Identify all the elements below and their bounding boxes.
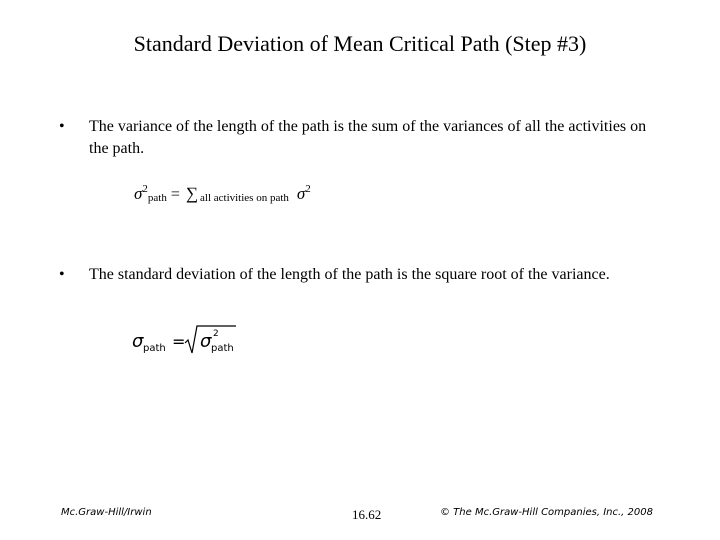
- bullet-marker: •: [59, 118, 65, 135]
- equals-sign: =: [170, 186, 180, 203]
- footer-publisher: Mc.Graw-Hill/Irwin: [61, 507, 152, 518]
- sigma-symbol: σ: [134, 184, 143, 203]
- formula-subscript: path: [147, 192, 167, 204]
- formula-power: 2: [142, 183, 148, 195]
- term-power: 2: [305, 183, 311, 195]
- sigma-term-symbol: σ: [296, 184, 306, 203]
- slide-title: Standard Deviation of Mean Critical Path (Step #3): [133, 31, 587, 56]
- summation-symbol: ∑: [185, 184, 198, 203]
- footer-copyright: © The Mc.Graw-Hill Companies, Inc., 2008: [440, 507, 653, 518]
- formula-subscript: path: [143, 343, 166, 354]
- standard-deviation-formula: [130, 322, 242, 358]
- sigma-symbol: σ: [132, 331, 144, 352]
- radicand-power: 2: [213, 329, 219, 339]
- variance-formula: [134, 178, 311, 209]
- radicand-sigma-symbol: σ: [200, 331, 212, 352]
- bullet-text-standard-deviation: The standard deviation of the length of the path is the square root of the variance.: [89, 266, 610, 283]
- summation-subscript: all activities on path: [200, 192, 289, 204]
- equals-sign: =: [172, 332, 186, 351]
- bullet-marker: •: [59, 266, 65, 283]
- bullet-text-variance: The variance of the length of the path is the sum of the variances of all the activities on the path.: [89, 118, 647, 157]
- radicand-subscript: path: [211, 343, 234, 354]
- footer-page-number: 16.62: [352, 507, 382, 522]
